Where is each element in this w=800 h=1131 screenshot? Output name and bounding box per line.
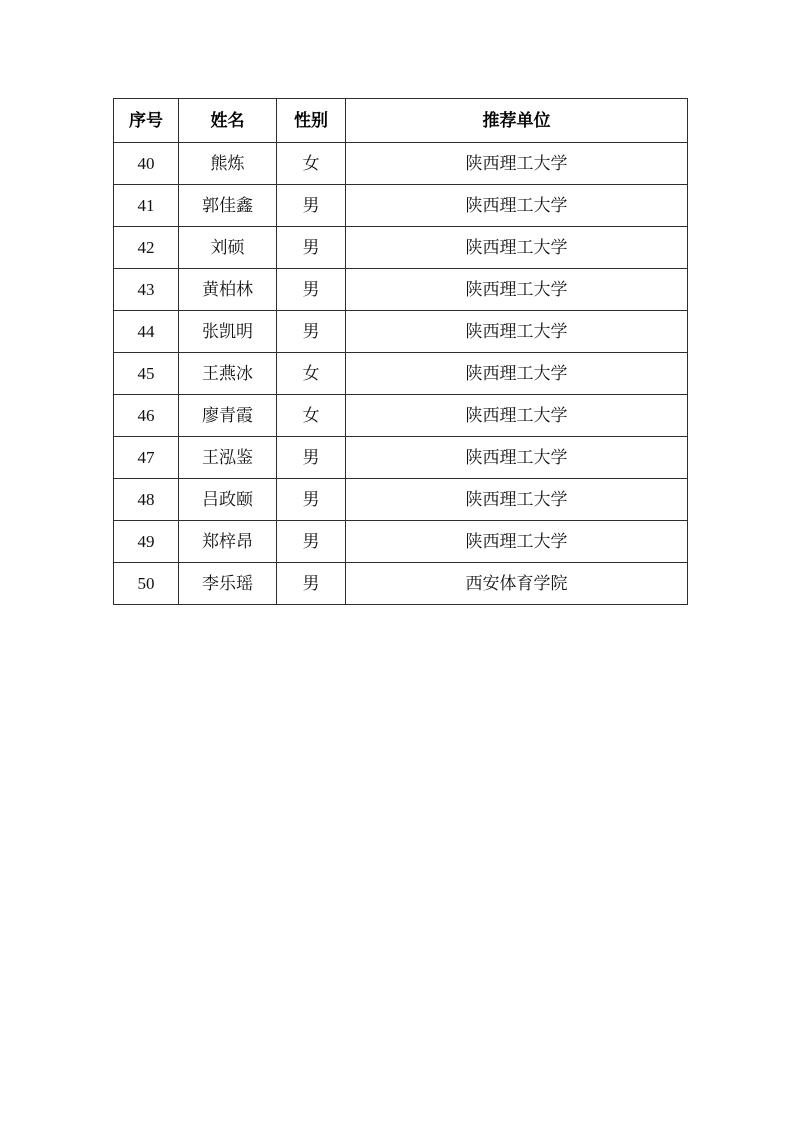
cell-serial: 44	[114, 311, 179, 353]
cell-name: 李乐瑶	[179, 563, 277, 605]
cell-serial: 49	[114, 521, 179, 563]
header-serial: 序号	[114, 99, 179, 143]
cell-name: 黄柏林	[179, 269, 277, 311]
cell-gender: 女	[277, 395, 346, 437]
table-row	[114, 311, 688, 353]
cell-unit: 陕西理工大学	[346, 395, 688, 437]
cell-unit: 陕西理工大学	[346, 521, 688, 563]
header-gender: 性别	[277, 99, 346, 143]
cell-unit: 陕西理工大学	[346, 143, 688, 185]
cell-name: 熊炼	[179, 143, 277, 185]
cell-name: 郭佳鑫	[179, 185, 277, 227]
cell-serial: 43	[114, 269, 179, 311]
header-name: 姓名	[179, 99, 277, 143]
cell-name: 王燕冰	[179, 353, 277, 395]
cell-gender: 男	[277, 311, 346, 353]
table-row	[114, 521, 688, 563]
cell-name: 吕政颐	[179, 479, 277, 521]
table-row	[114, 227, 688, 269]
cell-serial: 41	[114, 185, 179, 227]
cell-unit: 陕西理工大学	[346, 353, 688, 395]
cell-serial: 46	[114, 395, 179, 437]
cell-gender: 男	[277, 521, 346, 563]
table-row	[114, 437, 688, 479]
table-row	[114, 353, 688, 395]
table-row	[114, 479, 688, 521]
cell-name: 张凯明	[179, 311, 277, 353]
cell-unit: 陕西理工大学	[346, 269, 688, 311]
table-row	[114, 143, 688, 185]
cell-serial: 47	[114, 437, 179, 479]
cell-name: 王泓鉴	[179, 437, 277, 479]
cell-name: 郑梓昂	[179, 521, 277, 563]
cell-gender: 男	[277, 437, 346, 479]
cell-unit: 陕西理工大学	[346, 437, 688, 479]
cell-serial: 45	[114, 353, 179, 395]
table-row	[114, 395, 688, 437]
cell-gender: 女	[277, 353, 346, 395]
table-row	[114, 185, 688, 227]
cell-gender: 男	[277, 479, 346, 521]
cell-gender: 女	[277, 143, 346, 185]
cell-unit: 陕西理工大学	[346, 185, 688, 227]
cell-serial: 42	[114, 227, 179, 269]
cell-gender: 男	[277, 563, 346, 605]
cell-name: 廖青霞	[179, 395, 277, 437]
cell-name: 刘硕	[179, 227, 277, 269]
cell-unit: 西安体育学院	[346, 563, 688, 605]
cell-gender: 男	[277, 185, 346, 227]
roster-table	[113, 98, 688, 605]
cell-unit: 陕西理工大学	[346, 227, 688, 269]
table-row	[114, 563, 688, 605]
cell-unit: 陕西理工大学	[346, 479, 688, 521]
cell-serial: 48	[114, 479, 179, 521]
header-unit: 推荐单位	[346, 99, 688, 143]
table-body	[114, 143, 688, 605]
cell-unit: 陕西理工大学	[346, 311, 688, 353]
table-row	[114, 269, 688, 311]
cell-serial: 40	[114, 143, 179, 185]
header-row	[114, 99, 688, 143]
cell-serial: 50	[114, 563, 179, 605]
table-header	[114, 99, 688, 143]
cell-gender: 男	[277, 269, 346, 311]
cell-gender: 男	[277, 227, 346, 269]
